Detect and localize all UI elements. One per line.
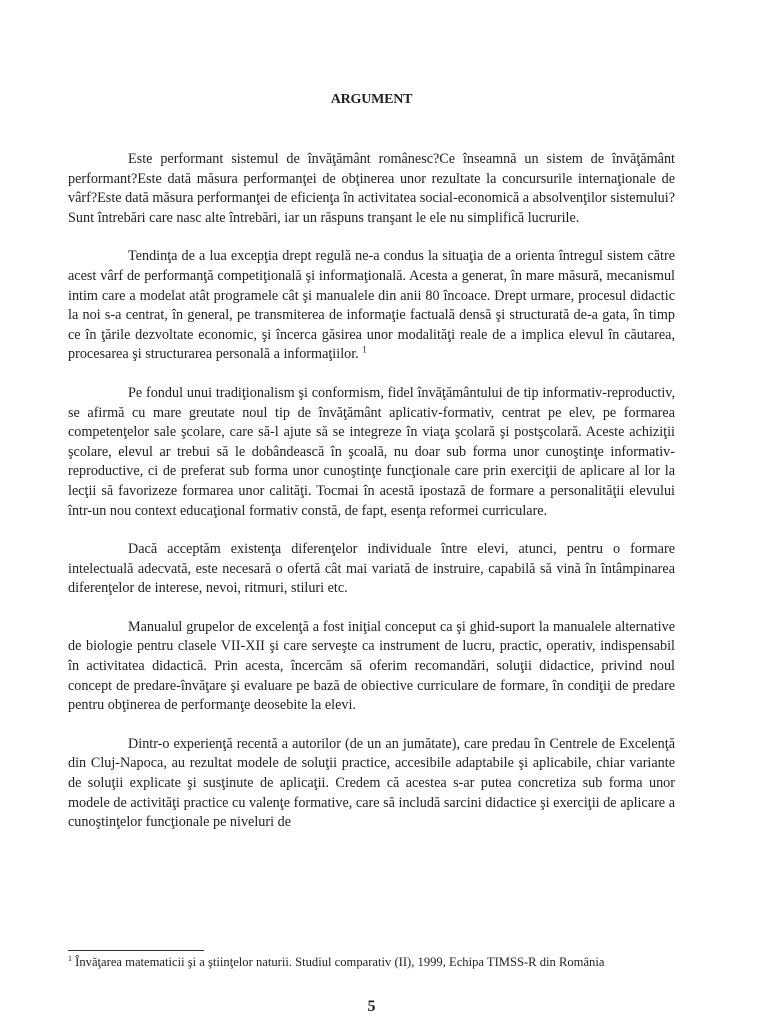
footnote-reference: 1 — [362, 344, 367, 355]
paragraph-2-text: Tendinţa de a lua excepţia drept regulă ne-a condus la situaţia de a orienta întregul sistem către acest vârf de performanţă competiţională şi informaţională. Acesta a generat, în mare măsură, mecanismul intim care a modelat atât programele cât şi manualele din anii 80 încoace. Drept urmare, procesul didactic la noi s-a centrat, în general, pe transmiterea de informaţie factuală densă şi structurată de-a gata, în timp ce în ţările dezvoltate economic, şi încerca găsirea unor modalităţi reale de a implica elevul în căutarea, procesarea şi structurarea personală a informaţiilor. — [68, 248, 675, 363]
paragraph-6: Dintr-o experienţă recentă a autorilor (de un an jumătate), care predau în Centrele de Excelenţă din Cluj-Napoca, au rezultat modele de soluţii practice, accesibile adaptabile şi aplicabile, chiar variante de soluţii explicate şi susţinute de aplicaţii. Credem că acestea s-ar putea concretiza sub forma unor modele de activităţi practice cu valenţe formative, care să includă sarcini didactice şi exerciţii de aplicare a cunoştinţelor funcţionale pe niveluri de — [68, 735, 675, 831]
paragraph-5: Manualul grupelor de excelenţă a fost iniţial conceput ca şi ghid-suport la manualele alternative de biologie pentru clasele VII-XII şi care serveşte ca instrument de lucru, practic, operativ, indispensabil în activitatea didactică. Prin acesta, încercăm să oferim recomandări, soluţii didactice, privind noul concept de predare-învăţare şi evaluare pe bază de obiective curriculare de formare, în condiţii de predare pentru obţinerea de performanţe deosebite la elevi. — [68, 618, 675, 714]
footnote — [68, 954, 675, 971]
paragraph-1: Este performant sistemul de învăţământ românesc?Ce înseamnă un sistem de învăţământ performant?Este dată măsura performanţei de obţinerea unor rezultate la concursurile internaţionale de vârf?Este dată măsura performanţei de eficienţa în activitatea social-economică a absolvenţilor sistemului?Sunt întrebări care nasc alte întrebări, iar un răspuns tranşant le ele nu simplifică lucrurile. — [68, 151, 675, 226]
document-body — [68, 150, 675, 852]
footnote-text: Învăţarea matematicii şi a ştiinţelor naturii. Studiul comparativ (II), 1999, Echipa TIMSS-R din România — [75, 955, 605, 969]
paragraph-3: Pe fondul unui tradiţionalism şi conformism, fidel învăţământului de tip informativ-reproductiv, se afirmă cu mare greutate noul tip de învăţământ aplicativ-formativ, centrat pe elev, pe formarea competenţelor sale şcolare, care să-l ajute să se integreze în viaţa şcolară şi postşcolară. Aceste achiziţii şcolare, elevul ar trebui să le dobândească în şcoală, nu doar sub forma unor cunoştinţe informativ-reproductive, ci de preferat sub forma unor cunoştinţe funcţionale care prin exerciţii de aplicare al lor la lecţii să favorizeze formarea unor calităţi. Tocmai în acestă ipostază de formare a personalităţii elevului într-un nou context educaţional formativ constă, de fapt, esenţa reformei curriculare. — [68, 384, 675, 519]
document-title: ARGUMENT — [330, 92, 413, 107]
paragraph-2 — [68, 247, 675, 365]
document-page — [68, 0, 675, 1024]
footnote-divider — [68, 950, 204, 951]
footnote-marker: 1 — [68, 953, 72, 963]
page-number: 5 — [367, 998, 376, 1015]
paragraph-4: Dacă acceptăm existenţa diferenţelor individuale între elevi, atunci, pentru o formare intelectuală adecvată, este necesară o ofertă cât mai variată de instruire, capabilă să vină în întâmpinarea diferenţelor de interese, nevoi, ritmuri, stiluri etc. — [68, 541, 675, 597]
